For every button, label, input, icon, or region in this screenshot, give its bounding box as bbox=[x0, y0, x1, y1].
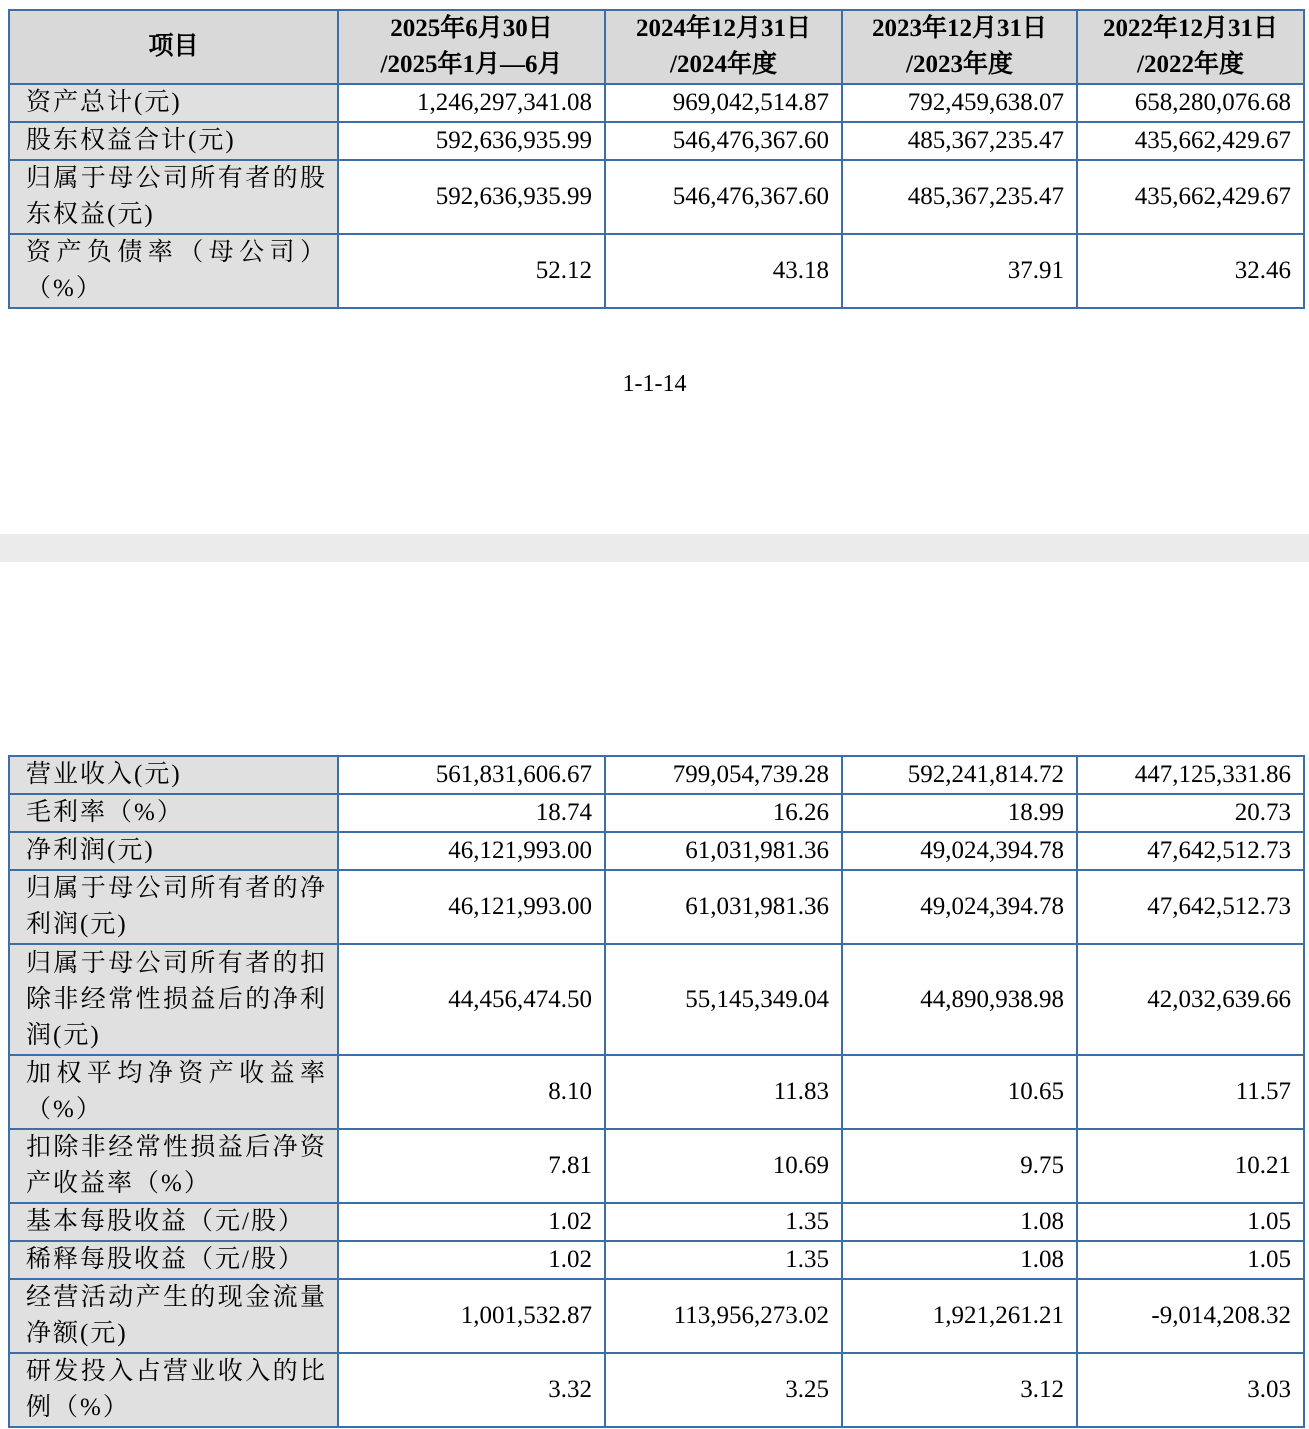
cell-value: 658,280,076.68 bbox=[1077, 84, 1304, 122]
row-label: 营业收入(元) bbox=[9, 756, 338, 794]
cell-value: 44,890,938.98 bbox=[842, 944, 1077, 1055]
cell-value: 3.32 bbox=[338, 1353, 605, 1427]
cell-value: 1,246,297,341.08 bbox=[338, 84, 605, 122]
cell-value: 46,121,993.00 bbox=[338, 832, 605, 870]
cell-value: 18.74 bbox=[338, 794, 605, 832]
cell-value: 47,642,512.73 bbox=[1077, 870, 1304, 944]
cell-value: 546,476,367.60 bbox=[605, 122, 842, 160]
cell-value: 11.57 bbox=[1077, 1055, 1304, 1129]
cell-value: 3.25 bbox=[605, 1353, 842, 1427]
cell-value: 46,121,993.00 bbox=[338, 870, 605, 944]
cell-value: 1.08 bbox=[842, 1203, 1077, 1241]
cell-value: 799,054,739.28 bbox=[605, 756, 842, 794]
cell-value: 113,956,273.02 bbox=[605, 1279, 842, 1353]
cell-value: 1,001,532.87 bbox=[338, 1279, 605, 1353]
table-row bbox=[9, 1055, 1304, 1129]
row-label: 股东权益合计(元) bbox=[9, 122, 338, 160]
cell-value: 20.73 bbox=[1077, 794, 1304, 832]
document-page-lower bbox=[0, 562, 1309, 1429]
cell-value: 47,642,512.73 bbox=[1077, 832, 1304, 870]
cell-value: 7.81 bbox=[338, 1129, 605, 1203]
cell-value: 792,459,638.07 bbox=[842, 84, 1077, 122]
table-row bbox=[9, 1241, 1304, 1279]
row-label: 研发投入占营业收入的比例（%） bbox=[9, 1353, 338, 1427]
cell-value: 8.10 bbox=[338, 1055, 605, 1129]
table-header-row bbox=[9, 10, 1304, 84]
table-row bbox=[9, 234, 1304, 308]
cell-value: 1.35 bbox=[605, 1203, 842, 1241]
cell-value: 11.83 bbox=[605, 1055, 842, 1129]
cell-value: -9,014,208.32 bbox=[1077, 1279, 1304, 1353]
cell-value: 1.02 bbox=[338, 1203, 605, 1241]
financial-table-balance bbox=[8, 9, 1305, 309]
row-label: 稀释每股收益（元/股） bbox=[9, 1241, 338, 1279]
table-row bbox=[9, 1279, 1304, 1353]
cell-value: 1,921,261.21 bbox=[842, 1279, 1077, 1353]
cell-value: 447,125,331.86 bbox=[1077, 756, 1304, 794]
table-row bbox=[9, 122, 1304, 160]
cell-value: 44,456,474.50 bbox=[338, 944, 605, 1055]
row-label: 加权平均净资产收益率（%） bbox=[9, 1055, 338, 1129]
cell-value: 18.99 bbox=[842, 794, 1077, 832]
cell-value: 485,367,235.47 bbox=[842, 122, 1077, 160]
row-label: 资产负债率（母公司）（%） bbox=[9, 234, 338, 308]
row-label: 归属于母公司所有者的净利润(元) bbox=[9, 870, 338, 944]
cell-value: 61,031,981.36 bbox=[605, 870, 842, 944]
row-label: 经营活动产生的现金流量净额(元) bbox=[9, 1279, 338, 1353]
row-label: 净利润(元) bbox=[9, 832, 338, 870]
cell-value: 10.65 bbox=[842, 1055, 1077, 1129]
cell-value: 592,636,935.99 bbox=[338, 122, 605, 160]
cell-value: 1.05 bbox=[1077, 1241, 1304, 1279]
table-row bbox=[9, 794, 1304, 832]
document-page-upper bbox=[0, 0, 1309, 534]
table-row bbox=[9, 832, 1304, 870]
cell-value: 9.75 bbox=[842, 1129, 1077, 1203]
cell-value: 49,024,394.78 bbox=[842, 870, 1077, 944]
row-label: 扣除非经常性损益后净资产收益率（%） bbox=[9, 1129, 338, 1203]
cell-value: 485,367,235.47 bbox=[842, 160, 1077, 234]
table-row bbox=[9, 944, 1304, 1055]
cell-value: 32.46 bbox=[1077, 234, 1304, 308]
cell-value: 969,042,514.87 bbox=[605, 84, 842, 122]
table-row bbox=[9, 1129, 1304, 1203]
header-item: 项目 bbox=[9, 10, 338, 84]
cell-value: 1.35 bbox=[605, 1241, 842, 1279]
row-label: 毛利率（%） bbox=[9, 794, 338, 832]
cell-value: 43.18 bbox=[605, 234, 842, 308]
cell-value: 546,476,367.60 bbox=[605, 160, 842, 234]
row-label: 资产总计(元) bbox=[9, 84, 338, 122]
cell-value: 55,145,349.04 bbox=[605, 944, 842, 1055]
cell-value: 561,831,606.67 bbox=[338, 756, 605, 794]
cell-value: 3.12 bbox=[842, 1353, 1077, 1427]
cell-value: 61,031,981.36 bbox=[605, 832, 842, 870]
cell-value: 592,241,814.72 bbox=[842, 756, 1077, 794]
table-row bbox=[9, 160, 1304, 234]
header-period-2025: 2025年6月30日 /2025年1月—6月 bbox=[338, 10, 605, 84]
cell-value: 16.26 bbox=[605, 794, 842, 832]
table-row bbox=[9, 756, 1304, 794]
table-row bbox=[9, 84, 1304, 122]
page-separator bbox=[0, 534, 1309, 562]
table-row bbox=[9, 1353, 1304, 1427]
cell-value: 435,662,429.67 bbox=[1077, 160, 1304, 234]
cell-value: 52.12 bbox=[338, 234, 605, 308]
header-period-2024: 2024年12月31日 /2024年度 bbox=[605, 10, 842, 84]
financial-table-income bbox=[8, 755, 1305, 1428]
cell-value: 1.08 bbox=[842, 1241, 1077, 1279]
cell-value: 1.05 bbox=[1077, 1203, 1304, 1241]
cell-value: 592,636,935.99 bbox=[338, 160, 605, 234]
header-period-2022: 2022年12月31日 /2022年度 bbox=[1077, 10, 1304, 84]
cell-value: 435,662,429.67 bbox=[1077, 122, 1304, 160]
table-row bbox=[9, 1203, 1304, 1241]
cell-value: 37.91 bbox=[842, 234, 1077, 308]
cell-value: 10.21 bbox=[1077, 1129, 1304, 1203]
cell-value: 1.02 bbox=[338, 1241, 605, 1279]
cell-value: 3.03 bbox=[1077, 1353, 1304, 1427]
cell-value: 42,032,639.66 bbox=[1077, 944, 1304, 1055]
cell-value: 10.69 bbox=[605, 1129, 842, 1203]
row-label: 基本每股收益（元/股） bbox=[9, 1203, 338, 1241]
row-label: 归属于母公司所有者的扣除非经常性损益后的净利润(元) bbox=[9, 944, 338, 1055]
header-period-2023: 2023年12月31日 /2023年度 bbox=[842, 10, 1077, 84]
page-number: 1-1-14 bbox=[622, 371, 687, 397]
row-label: 归属于母公司所有者的股东权益(元) bbox=[9, 160, 338, 234]
cell-value: 49,024,394.78 bbox=[842, 832, 1077, 870]
table-row bbox=[9, 870, 1304, 944]
